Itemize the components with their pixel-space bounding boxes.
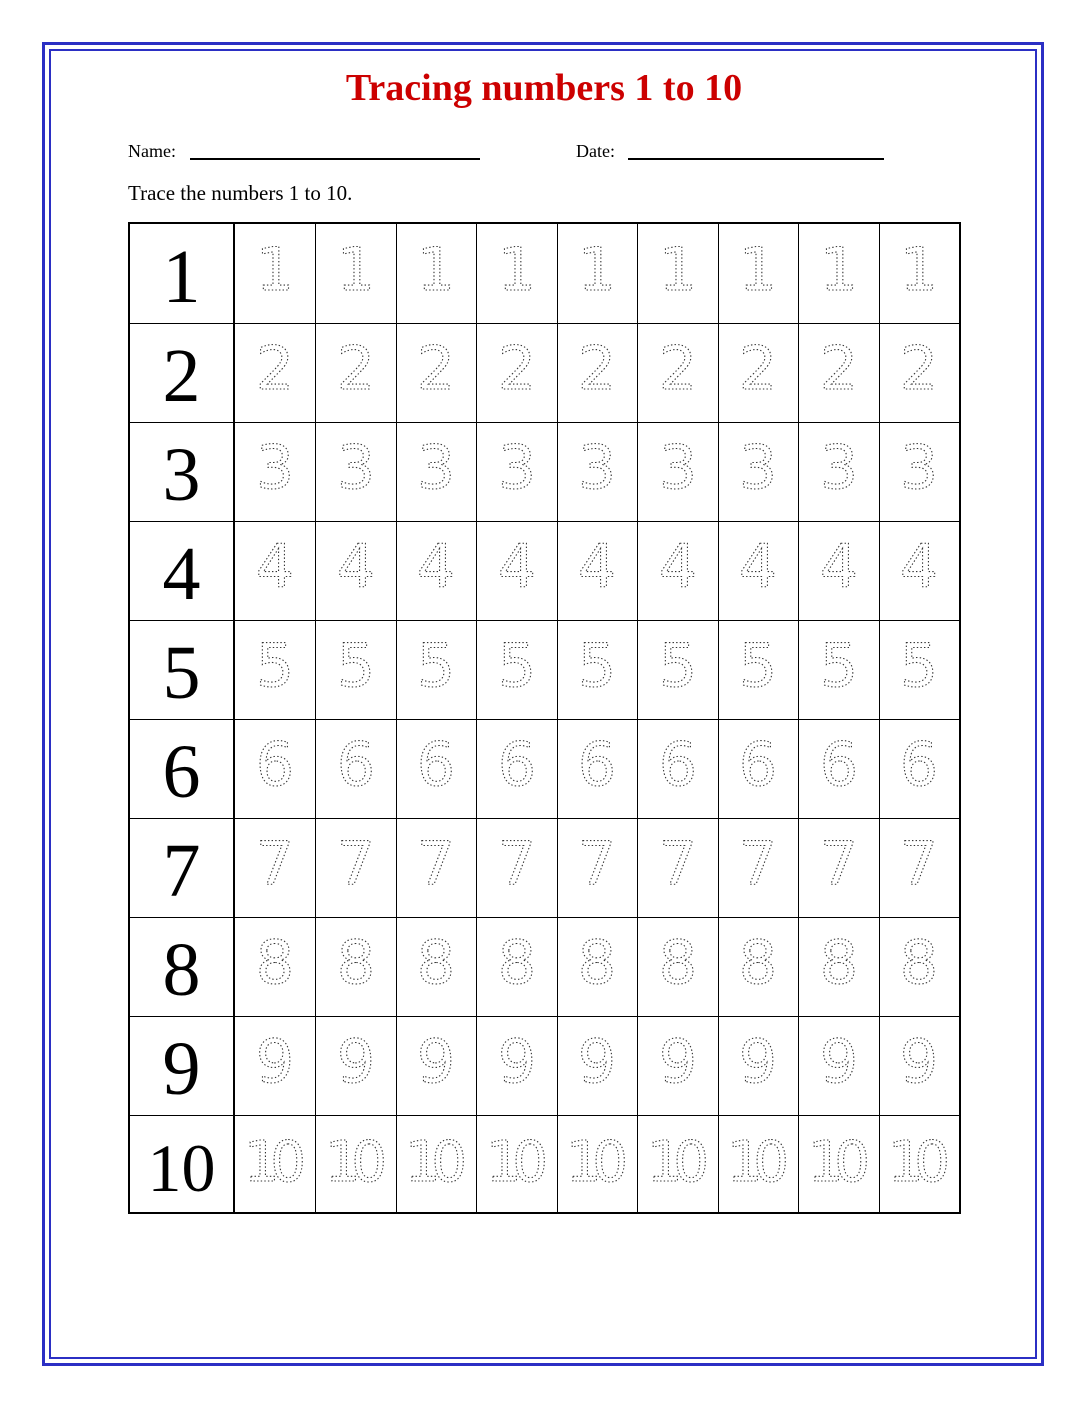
trace-cell[interactable] — [235, 818, 316, 917]
trace-cell[interactable] — [396, 224, 477, 323]
dotted-trace-number: 6 — [658, 730, 697, 800]
trace-cell[interactable] — [235, 917, 316, 1016]
dotted-trace-number: 9 — [336, 1027, 375, 1097]
model-number-cell — [130, 224, 235, 323]
trace-cell[interactable] — [396, 1115, 477, 1214]
trace-cell[interactable] — [396, 620, 477, 719]
model-number-cell — [130, 818, 235, 917]
dotted-trace-number: 9 — [577, 1027, 617, 1097]
tracing-row — [130, 1016, 959, 1116]
dotted-trace-number: 9 — [819, 1027, 858, 1097]
trace-cell[interactable] — [557, 521, 638, 620]
model-number: 6 — [162, 730, 201, 814]
model-number: 5 — [162, 631, 201, 715]
dotted-trace-number: 6 — [738, 730, 778, 800]
trace-cell[interactable] — [557, 224, 638, 323]
trace-cell[interactable] — [718, 521, 799, 620]
trace-cell[interactable] — [638, 323, 719, 422]
dotted-trace-number: 8 — [899, 928, 939, 998]
trace-cell[interactable] — [477, 818, 558, 917]
dotted-trace-number: 3 — [658, 433, 697, 503]
dotted-trace-number: 5 — [255, 631, 295, 701]
dotted-trace-number: 2 — [738, 334, 778, 404]
dotted-trace-number: 10 — [888, 1130, 950, 1195]
dotted-trace-number: 4 — [577, 532, 617, 602]
trace-cell[interactable] — [316, 422, 397, 521]
dotted-trace-number: 5 — [416, 631, 456, 701]
trace-cell[interactable] — [235, 1016, 316, 1115]
trace-cell[interactable] — [557, 323, 638, 422]
trace-cell[interactable] — [557, 917, 638, 1016]
dotted-trace-number: 10 — [807, 1130, 870, 1195]
dotted-trace-number: 8 — [497, 928, 536, 998]
trace-cell[interactable] — [879, 917, 960, 1016]
trace-cell[interactable] — [718, 1115, 799, 1214]
dotted-trace-number: 8 — [255, 928, 295, 998]
trace-cell[interactable] — [799, 422, 880, 521]
trace-cell[interactable] — [396, 719, 477, 818]
dotted-trace-number: 9 — [738, 1027, 778, 1097]
trace-cell[interactable] — [799, 719, 880, 818]
dotted-trace-number: 2 — [255, 334, 295, 404]
dotted-trace-number: 5 — [819, 631, 858, 701]
dotted-trace-number: 4 — [416, 532, 456, 602]
trace-cell[interactable] — [638, 224, 719, 323]
dotted-trace-number: 4 — [899, 532, 939, 602]
trace-cell[interactable] — [638, 1115, 719, 1214]
trace-cell[interactable] — [235, 719, 316, 818]
trace-cell[interactable] — [879, 620, 960, 719]
dotted-trace-number: 6 — [255, 730, 295, 800]
dotted-trace-number: 6 — [336, 730, 375, 800]
model-number: 1 — [162, 235, 201, 319]
trace-cell[interactable] — [799, 521, 880, 620]
dotted-trace-number: 7 — [416, 829, 456, 899]
trace-cell[interactable] — [477, 521, 558, 620]
dotted-trace-number: 10 — [566, 1130, 628, 1195]
tracing-row — [130, 224, 959, 324]
dotted-trace-number: 10 — [727, 1130, 789, 1195]
trace-cell[interactable] — [638, 917, 719, 1016]
trace-cell[interactable] — [638, 1016, 719, 1115]
dotted-trace-number: 5 — [497, 631, 536, 701]
trace-cell[interactable] — [718, 323, 799, 422]
name-label: Name: — [128, 141, 176, 161]
dotted-trace-number: 1 — [497, 235, 536, 305]
trace-cell[interactable] — [718, 224, 799, 323]
dotted-trace-number: 9 — [497, 1027, 536, 1097]
dotted-trace-number: 7 — [255, 829, 295, 899]
trace-cell[interactable] — [316, 818, 397, 917]
dotted-trace-number: 3 — [497, 433, 536, 503]
trace-cell[interactable] — [638, 521, 719, 620]
dotted-trace-number: 5 — [577, 631, 617, 701]
model-number-cell — [130, 1016, 235, 1115]
trace-cell[interactable] — [477, 620, 558, 719]
trace-cell[interactable] — [316, 1115, 397, 1214]
trace-cell[interactable] — [879, 1016, 960, 1115]
trace-cell[interactable] — [879, 818, 960, 917]
dotted-trace-number: 3 — [899, 433, 939, 503]
trace-cell[interactable] — [396, 818, 477, 917]
model-number: 2 — [162, 334, 201, 418]
trace-cell[interactable] — [557, 719, 638, 818]
instruction-text: Trace the numbers 1 to 10. — [128, 181, 353, 205]
trace-cell[interactable] — [316, 620, 397, 719]
worksheet-title: Tracing numbers 1 to 10 — [345, 67, 743, 109]
dotted-trace-number: 6 — [577, 730, 617, 800]
trace-cell[interactable] — [799, 224, 880, 323]
dotted-trace-number: 1 — [819, 235, 858, 305]
dotted-trace-number: 2 — [658, 334, 697, 404]
trace-cell[interactable] — [638, 818, 719, 917]
date-field[interactable] — [628, 158, 884, 160]
trace-cell[interactable] — [879, 719, 960, 818]
trace-cell[interactable] — [235, 620, 316, 719]
trace-cell[interactable] — [396, 422, 477, 521]
dotted-trace-number: 8 — [336, 928, 375, 998]
trace-cell[interactable] — [879, 323, 960, 422]
dotted-trace-number: 4 — [658, 532, 697, 602]
dotted-trace-number: 1 — [738, 235, 778, 305]
model-number: 7 — [162, 829, 201, 913]
tracing-row — [130, 422, 959, 522]
trace-cell[interactable] — [477, 224, 558, 323]
model-number: 4 — [162, 532, 201, 616]
trace-cell[interactable] — [477, 422, 558, 521]
dotted-trace-number: 7 — [899, 829, 939, 899]
dotted-trace-number: 6 — [899, 730, 939, 800]
trace-cell[interactable] — [235, 1115, 316, 1214]
trace-cell[interactable] — [638, 719, 719, 818]
dotted-trace-number: 6 — [819, 730, 858, 800]
dotted-trace-number: 2 — [899, 334, 939, 404]
trace-cell[interactable] — [879, 1115, 960, 1214]
trace-cell[interactable] — [718, 818, 799, 917]
dotted-trace-number: 2 — [577, 334, 617, 404]
dotted-trace-number: 8 — [819, 928, 858, 998]
trace-cell[interactable] — [557, 1016, 638, 1115]
trace-cell[interactable] — [638, 422, 719, 521]
tracing-row — [130, 1115, 959, 1214]
date-label: Date: — [576, 141, 615, 161]
tracing-grid — [128, 222, 961, 1214]
trace-cell[interactable] — [477, 719, 558, 818]
dotted-trace-number: 6 — [416, 730, 456, 800]
dotted-trace-number: 1 — [577, 235, 617, 305]
dotted-trace-number: 7 — [577, 829, 617, 899]
trace-cell[interactable] — [718, 422, 799, 521]
model-number: 8 — [162, 928, 201, 1012]
trace-cell[interactable] — [718, 1016, 799, 1115]
dotted-trace-number: 2 — [497, 334, 536, 404]
model-number: 3 — [162, 433, 201, 517]
trace-cell[interactable] — [557, 620, 638, 719]
dotted-trace-number: 7 — [336, 829, 375, 899]
trace-cell[interactable] — [235, 323, 316, 422]
trace-cell[interactable] — [799, 818, 880, 917]
dotted-trace-number: 10 — [485, 1130, 548, 1195]
dotted-trace-number: 9 — [899, 1027, 939, 1097]
dotted-trace-number: 3 — [577, 433, 617, 503]
trace-cell[interactable] — [316, 521, 397, 620]
dotted-trace-number: 4 — [738, 532, 778, 602]
trace-cell[interactable] — [799, 323, 880, 422]
dotted-trace-number: 4 — [819, 532, 858, 602]
dotted-trace-number: 1 — [658, 235, 697, 305]
trace-cell[interactable] — [477, 917, 558, 1016]
dotted-trace-number: 9 — [658, 1027, 697, 1097]
trace-cell[interactable] — [316, 1016, 397, 1115]
trace-cell[interactable] — [799, 1016, 880, 1115]
dotted-trace-number: 9 — [255, 1027, 295, 1097]
model-number-cell — [130, 620, 235, 719]
model-number-cell — [130, 521, 235, 620]
dotted-trace-number: 10 — [324, 1130, 387, 1195]
trace-cell[interactable] — [799, 1115, 880, 1214]
dotted-trace-number: 8 — [738, 928, 778, 998]
trace-cell[interactable] — [316, 719, 397, 818]
trace-cell[interactable] — [879, 521, 960, 620]
trace-cell[interactable] — [316, 323, 397, 422]
trace-cell[interactable] — [718, 917, 799, 1016]
trace-cell[interactable] — [396, 1016, 477, 1115]
dotted-trace-number: 5 — [658, 631, 697, 701]
trace-cell[interactable] — [396, 917, 477, 1016]
dotted-trace-number: 2 — [336, 334, 375, 404]
dotted-trace-number: 7 — [658, 829, 697, 899]
dotted-trace-number: 3 — [336, 433, 375, 503]
dotted-trace-number: 9 — [416, 1027, 456, 1097]
dotted-trace-number: 4 — [336, 532, 375, 602]
dotted-trace-number: 5 — [899, 631, 939, 701]
dotted-trace-number: 2 — [819, 334, 858, 404]
trace-cell[interactable] — [799, 917, 880, 1016]
model-number-cell — [130, 719, 235, 818]
dotted-trace-number: 1 — [336, 235, 375, 305]
trace-cell[interactable] — [799, 620, 880, 719]
name-field[interactable] — [190, 158, 480, 160]
dotted-trace-number: 3 — [416, 433, 456, 503]
trace-cell[interactable] — [316, 224, 397, 323]
dotted-trace-number: 3 — [738, 433, 778, 503]
dotted-trace-number: 8 — [658, 928, 697, 998]
trace-cell[interactable] — [477, 1016, 558, 1115]
dotted-trace-number: 1 — [255, 235, 295, 305]
dotted-trace-number: 1 — [416, 235, 456, 305]
trace-cell[interactable] — [396, 521, 477, 620]
trace-cell[interactable] — [557, 818, 638, 917]
trace-cell[interactable] — [718, 719, 799, 818]
dotted-trace-number: 3 — [255, 433, 295, 503]
trace-cell[interactable] — [477, 323, 558, 422]
dotted-trace-number: 5 — [738, 631, 778, 701]
trace-cell[interactable] — [879, 422, 960, 521]
tracing-row — [130, 818, 959, 918]
dotted-trace-number: 5 — [336, 631, 375, 701]
trace-cell[interactable] — [718, 620, 799, 719]
trace-cell[interactable] — [557, 422, 638, 521]
trace-cell[interactable] — [235, 521, 316, 620]
tracing-row — [130, 521, 959, 621]
dotted-trace-number: 8 — [416, 928, 456, 998]
trace-cell[interactable] — [235, 422, 316, 521]
tracing-row — [130, 323, 959, 423]
dotted-trace-number: 4 — [255, 532, 295, 602]
dotted-trace-number: 7 — [819, 829, 858, 899]
tracing-row — [130, 917, 959, 1017]
trace-cell[interactable] — [396, 323, 477, 422]
dotted-trace-number: 1 — [899, 235, 939, 305]
dotted-trace-number: 2 — [416, 334, 456, 404]
trace-cell[interactable] — [879, 224, 960, 323]
dotted-trace-number: 6 — [497, 730, 536, 800]
dotted-trace-number: 10 — [646, 1130, 709, 1195]
trace-cell[interactable] — [235, 224, 316, 323]
dotted-trace-number: 7 — [738, 829, 778, 899]
dotted-trace-number: 10 — [244, 1130, 306, 1195]
model-number-cell — [130, 323, 235, 422]
model-number-cell — [130, 1115, 235, 1214]
dotted-trace-number: 8 — [577, 928, 617, 998]
model-number-cell — [130, 422, 235, 521]
trace-cell[interactable] — [477, 1115, 558, 1214]
dotted-trace-number: 7 — [497, 829, 536, 899]
dotted-trace-number: 10 — [405, 1130, 467, 1195]
model-number: 9 — [162, 1027, 201, 1111]
model-number: 10 — [147, 1130, 216, 1206]
model-number-cell — [130, 917, 235, 1016]
trace-cell[interactable] — [316, 917, 397, 1016]
dotted-trace-number: 3 — [819, 433, 858, 503]
tracing-row — [130, 719, 959, 819]
trace-cell[interactable] — [638, 620, 719, 719]
tracing-row — [130, 620, 959, 720]
dotted-trace-number: 4 — [497, 532, 536, 602]
trace-cell[interactable] — [557, 1115, 638, 1214]
